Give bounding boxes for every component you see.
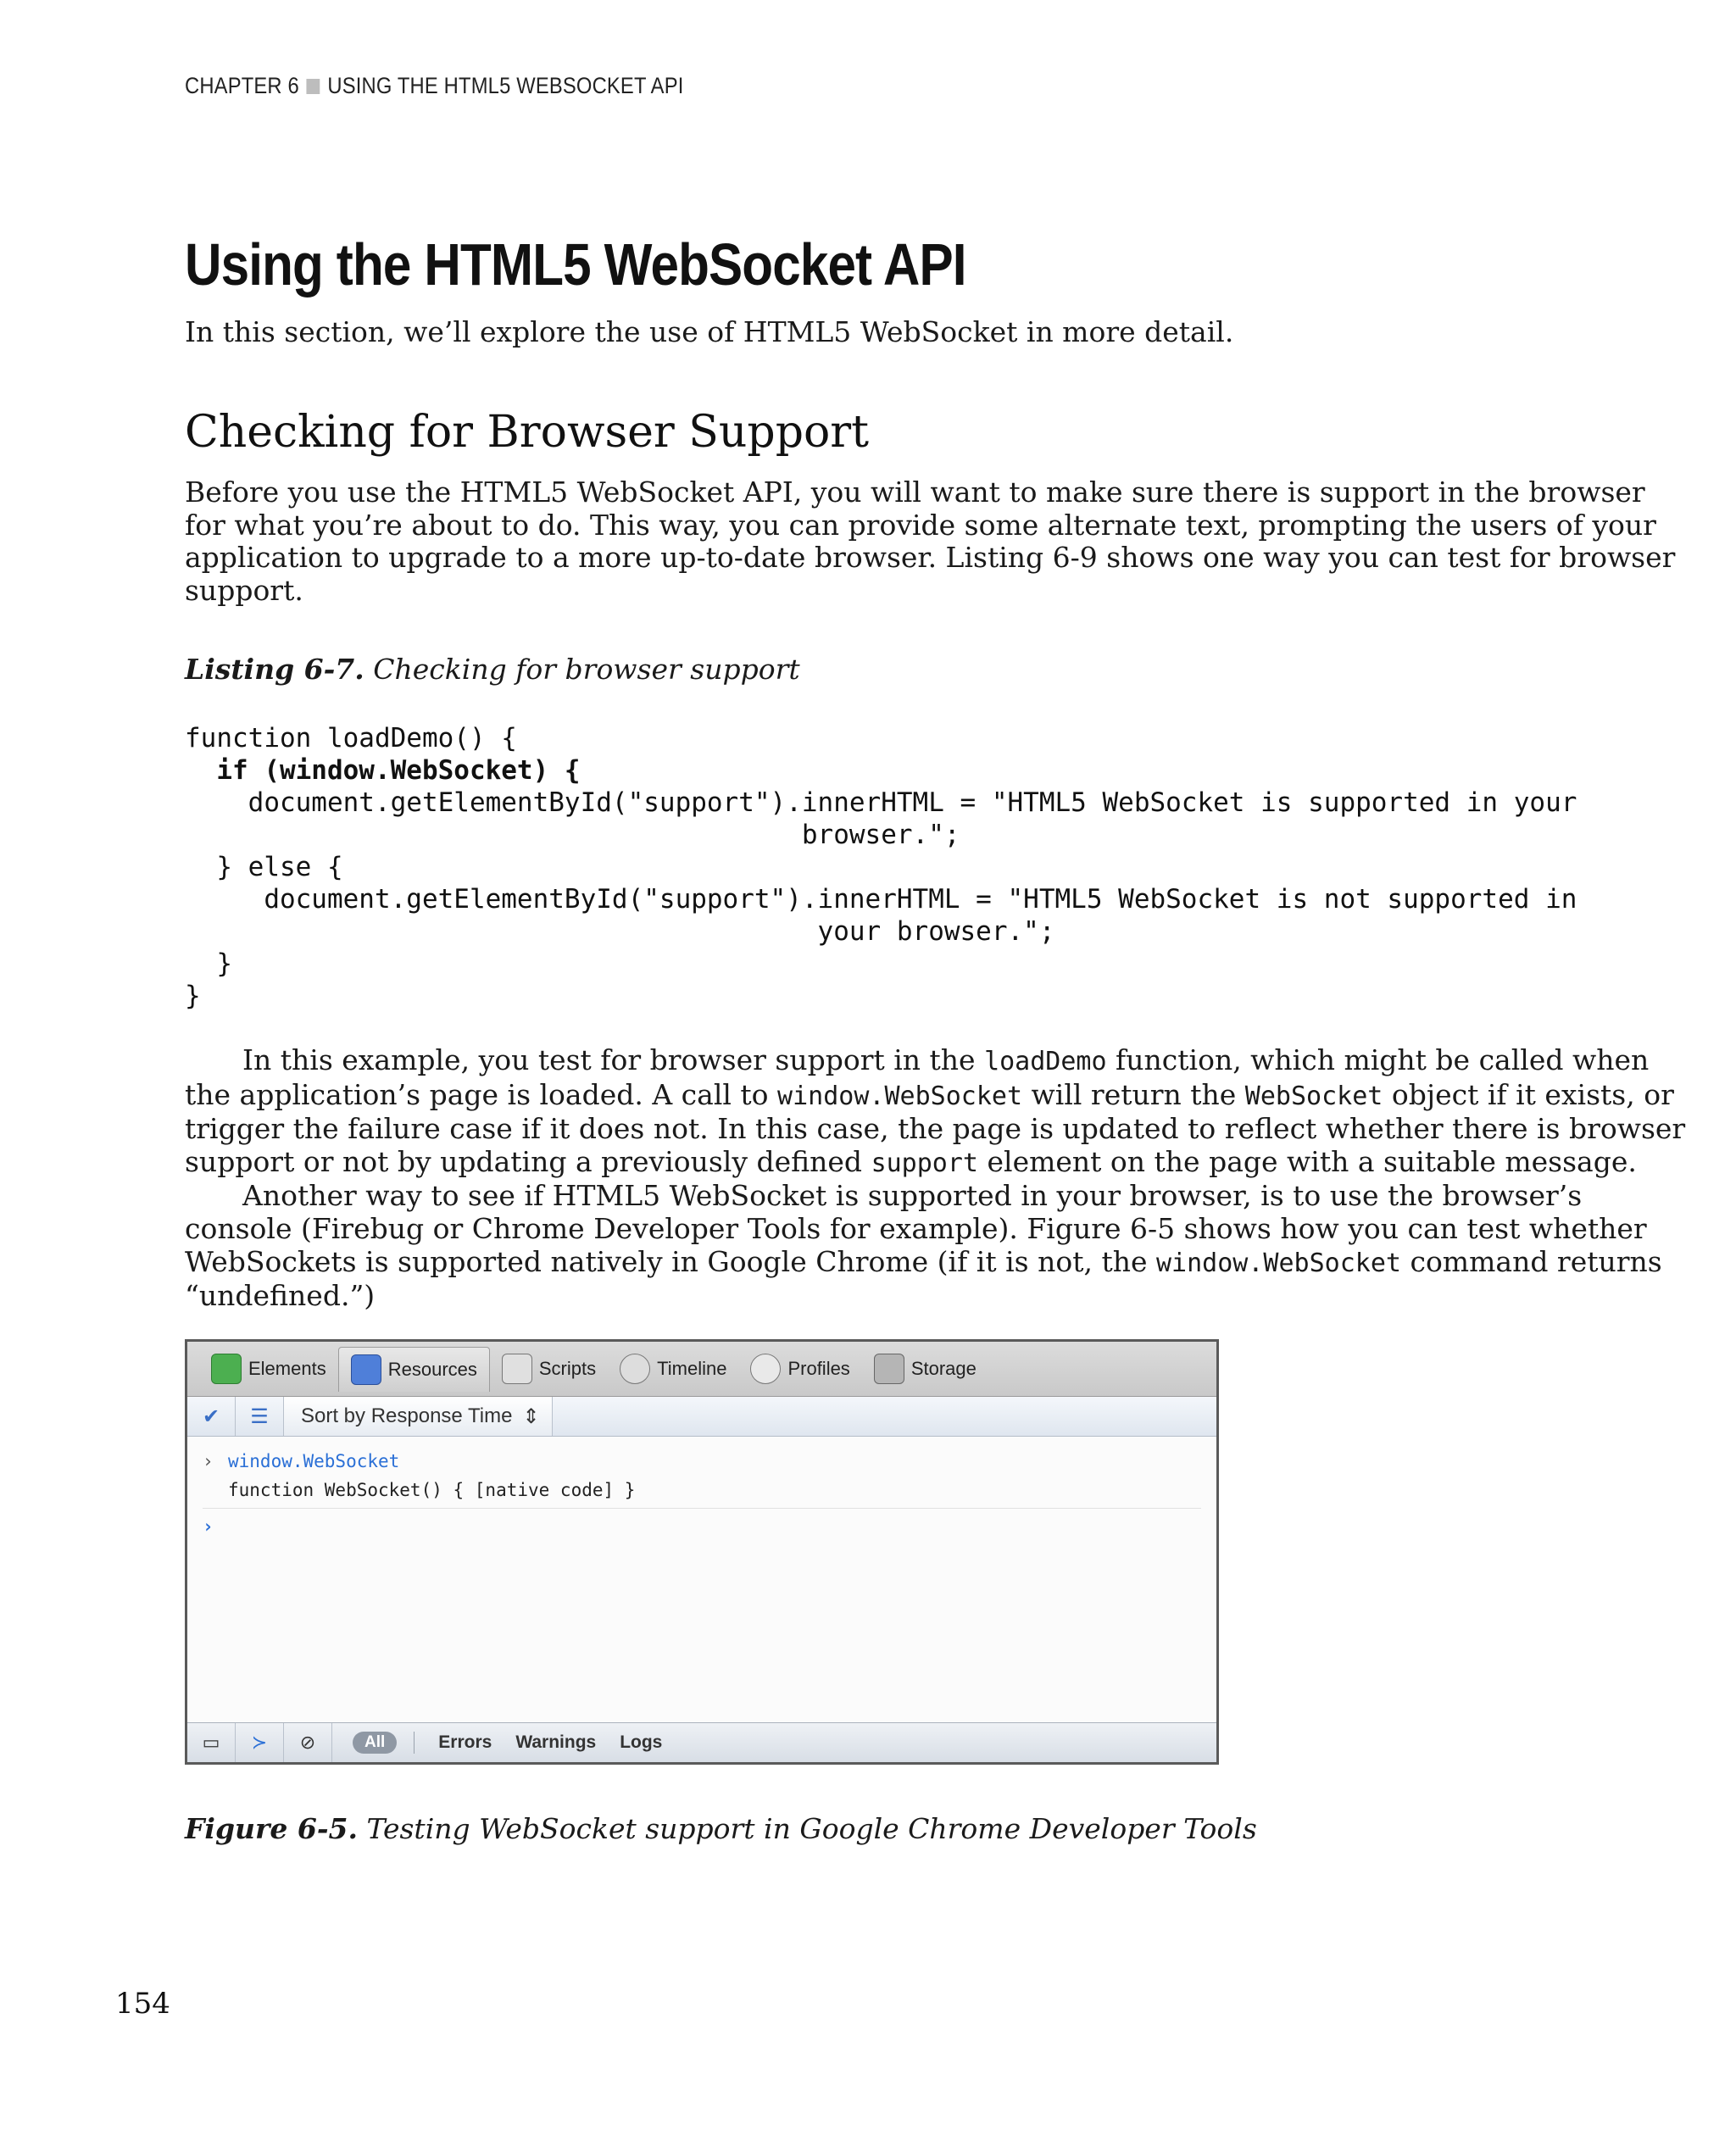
- running-head-separator: [307, 79, 320, 94]
- console-prompt-row[interactable]: [203, 1512, 1201, 1541]
- support-paragraph: [185, 475, 1676, 607]
- code-listing: [185, 722, 1577, 1012]
- code-line: document.getElementById("support").innerHTML = "HTML5 WebSocket is not supported in: [185, 884, 1577, 915]
- inline-code: support: [871, 1148, 978, 1178]
- tab-label: Scripts: [538, 1358, 597, 1379]
- elements-icon: [211, 1354, 242, 1384]
- listing-label: Listing 6-7.: [185, 653, 364, 686]
- code-line: function loadDemo() {: [185, 723, 517, 754]
- code-line: }: [185, 981, 201, 1011]
- paragraph-line: Before you use the HTML5 WebSocket API, you will want to make sure there is support in the browser: [185, 475, 1645, 509]
- inline-code: window.WebSocket: [777, 1081, 1023, 1111]
- code-line: }: [185, 948, 232, 979]
- tab-elements[interactable]: [199, 1347, 338, 1391]
- tab-label: Profiles: [787, 1358, 850, 1379]
- code-line: } else {: [185, 852, 343, 882]
- sort-select[interactable]: [284, 1397, 553, 1436]
- tab-profiles[interactable]: [738, 1347, 861, 1391]
- paragraph-line: support.: [185, 573, 303, 607]
- scripts-icon: [502, 1354, 532, 1384]
- dock-icon[interactable]: ▭: [187, 1723, 236, 1762]
- inline-code: loadDemo: [984, 1047, 1107, 1076]
- console-input-row: [203, 1447, 1201, 1476]
- profiles-icon: [750, 1354, 781, 1384]
- running-head: [185, 73, 684, 99]
- listing-caption-text: Checking for browser support: [373, 653, 800, 686]
- figure-caption-text: Testing WebSocket support in Google Chrome Developer Tools: [366, 1812, 1257, 1845]
- paragraph-line: WebSockets is supported natively in Google Chrome (if it is not, the window.WebSocket command returns: [185, 1244, 1662, 1278]
- console-output-row: [203, 1476, 1201, 1504]
- paragraph-line: trigger the failure case if it does not. In this case, the page is updated to reflect whether there is browser: [185, 1112, 1686, 1146]
- section-intro: In this section, we’ll explore the use of HTML5 WebSocket in more detail.: [185, 315, 1234, 348]
- section-title: Using the HTML5 WebSocket API: [185, 231, 966, 298]
- listing-caption: [185, 653, 800, 686]
- figure-caption: [185, 1812, 1257, 1845]
- tab-label: Elements: [248, 1358, 326, 1379]
- paragraph-line: for what you’re about to do. This way, you can provide some alternate text, prompting the users of your: [185, 508, 1656, 542]
- storage-icon: [874, 1354, 904, 1384]
- checkmark-icon[interactable]: ✔: [187, 1397, 236, 1436]
- inline-code: WebSocket: [1244, 1081, 1383, 1111]
- console-input-text: window.WebSocket: [228, 1451, 400, 1471]
- page-number: 154: [115, 1987, 170, 2021]
- figure-label: Figure 6-5.: [185, 1812, 359, 1845]
- chevron-right-icon: ›: [203, 1451, 214, 1471]
- tab-label: Timeline: [657, 1358, 727, 1379]
- filter-warnings[interactable]: Warnings: [515, 1732, 597, 1752]
- console-output-text: function WebSocket() { [native code] }: [228, 1480, 636, 1500]
- devtools-statusbar: [187, 1722, 1216, 1762]
- devtools-subbar: [187, 1397, 1216, 1437]
- paragraph-line: In this example, you test for browser support in the loadDemo function, which might be called when: [242, 1043, 1650, 1076]
- clear-icon[interactable]: ⊘: [284, 1723, 332, 1762]
- running-head-chapter: CHAPTER 6: [185, 73, 299, 98]
- subsection-title: Checking for Browser Support: [185, 407, 870, 458]
- paragraph-line: Another way to see if HTML5 WebSocket is supported in your browser, is to use the browser’s: [242, 1179, 1583, 1213]
- paragraph-line: “undefined.”): [185, 1279, 376, 1313]
- filter-divider: [414, 1732, 415, 1754]
- sort-label: Sort by Response Time: [301, 1404, 513, 1427]
- explain-paragraph: [185, 1043, 1686, 1313]
- tab-label: Resources: [387, 1358, 477, 1380]
- filter-all[interactable]: All: [353, 1732, 397, 1754]
- tab-scripts[interactable]: [490, 1347, 608, 1391]
- list-icon[interactable]: ☰: [236, 1397, 284, 1436]
- paragraph-line: application to upgrade to a more up-to-date browser. Listing 6-9 shows one way you can test for browser: [185, 541, 1676, 575]
- running-head-title: USING THE HTML5 WEBSOCKET API: [327, 73, 684, 98]
- console-divider: [203, 1508, 1201, 1509]
- tab-timeline[interactable]: [608, 1347, 738, 1391]
- paragraph-line: support or not by updating a previously defined support element on the page with a suitable message.: [185, 1144, 1637, 1178]
- devtools-toolbar: [187, 1342, 1216, 1397]
- updown-arrow-icon: ⇕: [522, 1404, 540, 1428]
- inline-code: window.WebSocket: [1155, 1248, 1401, 1278]
- console-toggle-icon[interactable]: ≻: [236, 1723, 284, 1762]
- paragraph-line: console (Firebug or Chrome Developer Tools for example). Figure 6-5 shows how you can test whether: [185, 1211, 1647, 1245]
- tab-storage[interactable]: [862, 1347, 988, 1391]
- code-line: your browser.";: [185, 916, 1055, 947]
- paragraph-line: the application’s page is loaded. A call to window.WebSocket will return the WebSocket object if it exists, or: [185, 1077, 1674, 1111]
- tab-resources[interactable]: [338, 1347, 490, 1392]
- console-panel[interactable]: [187, 1437, 1216, 1551]
- console-prompt-icon: ›: [203, 1516, 214, 1537]
- filter-logs[interactable]: Logs: [620, 1732, 663, 1752]
- filter-errors[interactable]: Errors: [438, 1732, 492, 1752]
- tab-label: Storage: [910, 1358, 976, 1379]
- devtools-screenshot: [185, 1339, 1219, 1765]
- timeline-icon: [620, 1354, 650, 1384]
- resources-icon: [351, 1354, 381, 1385]
- code-line: document.getElementById("support").innerHTML = "HTML5 WebSocket is supported in your: [185, 787, 1577, 818]
- code-line: browser.";: [185, 820, 960, 850]
- code-line: if (window.WebSocket) {: [185, 755, 581, 786]
